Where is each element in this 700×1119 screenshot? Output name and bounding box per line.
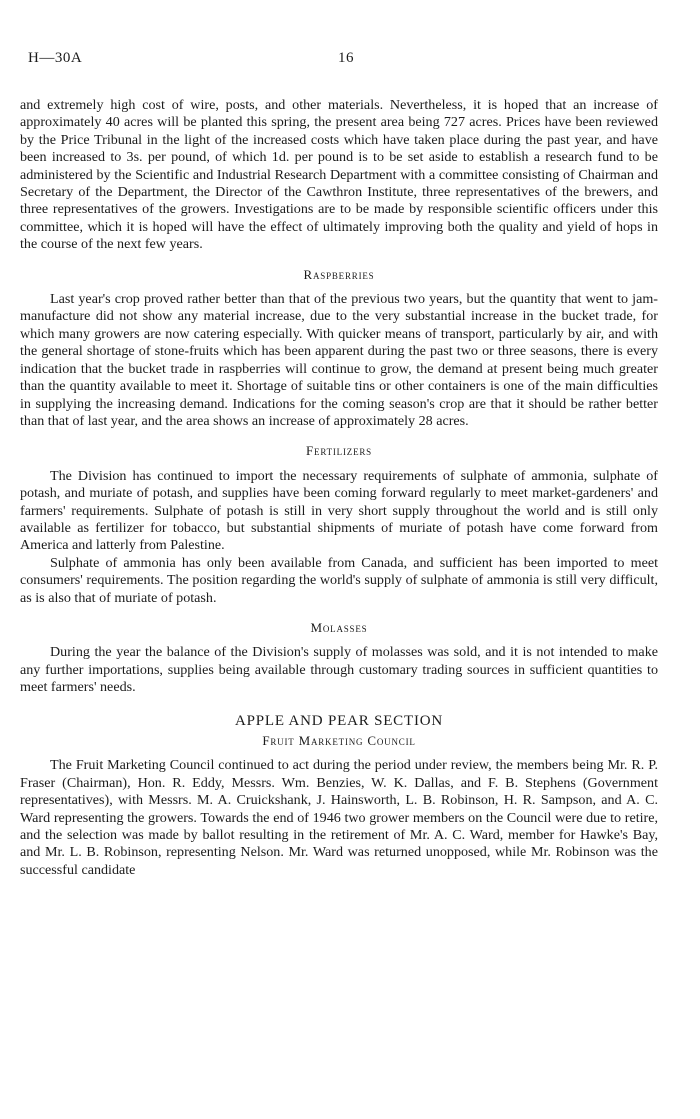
page-number: 16 [338, 50, 354, 66]
paragraph-fertilizers-1: The Division has continued to import the necessary requirements of sulphate of ammonia, sulphate of potash, and muriate of potash, and supplies have been coming forward regularly to meet market-gardeners' and farmers' requirements. Sulphate of potash is still in very short supply throughout the world and is still only available as fertilizer for tobacco, but substantial shipments of muriate of potash have come forward from America and latterly from Palestine. [20, 467, 658, 554]
document-reference: H—30A [28, 50, 83, 66]
heading-fertilizers: Fertilizers [306, 443, 372, 459]
paragraph-fertilizers-2: Sulphate of ammonia has only been available from Canada, and sufficient has been imported to meet consumers' requirements. The position regarding the world's supply of sulphate of ammonia is still very difficult, as is also that of muriate of potash. [20, 554, 658, 606]
heading-fruit-marketing-council: Fruit Marketing Council [262, 733, 416, 748]
heading-molasses: Molasses [310, 619, 368, 635]
paragraph-hops-continued: and extremely high cost of wire, posts, and other materials. Nevertheless, it is hoped that an increase of approximately 40 acres will be planted this spring, the present area being 727 acres. Prices have been reviewed by the Price Tribunal in the light of the increased costs which have taken place during the past year, and have been increased to 3s. per pound, of which 1d. per pound is to be set aside to establish a research fund to be administered by the Scientific and Industrial Research Department with a committee consisting of Chairman and Secretary of the Department, the Director of the Cawthron Institute, three representatives of the brewers, and three representatives of the growers. Investigations are to be made by responsible scientific officers under this committee, which it is hoped will have the effect of ultimately improving both the quality and yield of hops in the course of the next few years. [20, 97, 658, 253]
heading-raspberries: Raspberries [303, 266, 375, 282]
page-body [20, 97, 658, 879]
paragraph-molasses: During the year the balance of the Division's supply of molasses was sold, and it is not intended to make any further importations, supplies being available through customary trading sources in sufficient quantities to meet farmers' needs. [20, 644, 658, 696]
paragraph-raspberries: Last year's crop proved rather better than that of the previous two years, but the quantity that went to jam-manufacture did not show any material increase, due to the very substantial increase in the bucket trade, for which many growers are now catering especially. With quicker means of transport, particularly by air, and with the general shortage of stone-fruits which has been apparent during the past two or three seasons, there is every indication that the bucket trade in raspberries will continue to grow, the demand at present being much greater than the quantity available to meet it. Shortage of suitable tins or other containers is one of the main difficulties in supplying the increasing demand. Indications for the coming season's crop are that it should be rather better than that of last year, and the area shows an increase of approximately 28 acres. [20, 291, 658, 429]
paragraph-council: The Fruit Marketing Council continued to act during the period under review, the members being Mr. R. P. Fraser (Chairman), Hon. R. Eddy, Messrs. Wm. Benzies, W. K. Dallas, and F. B. Stephens (Government representatives), with Messrs. M. A. Cruickshank, J. Hainsworth, L. B. Robinson, H. R. Sampson, and A. C. Ward representing the growers. Towards the end of 1946 two grower members on the Council were due to retire, and the selection was made by ballot resulting in the retirement of Mr. A. C. Ward, member for Hawke's Bay, and Mr. L. B. Robinson, representing Nelson. Mr. Ward was returned unopposed, while Mr. Robinson was the successful candidate [20, 757, 658, 878]
section-heading-apple-pear: APPLE AND PEAR SECTION [234, 712, 444, 729]
